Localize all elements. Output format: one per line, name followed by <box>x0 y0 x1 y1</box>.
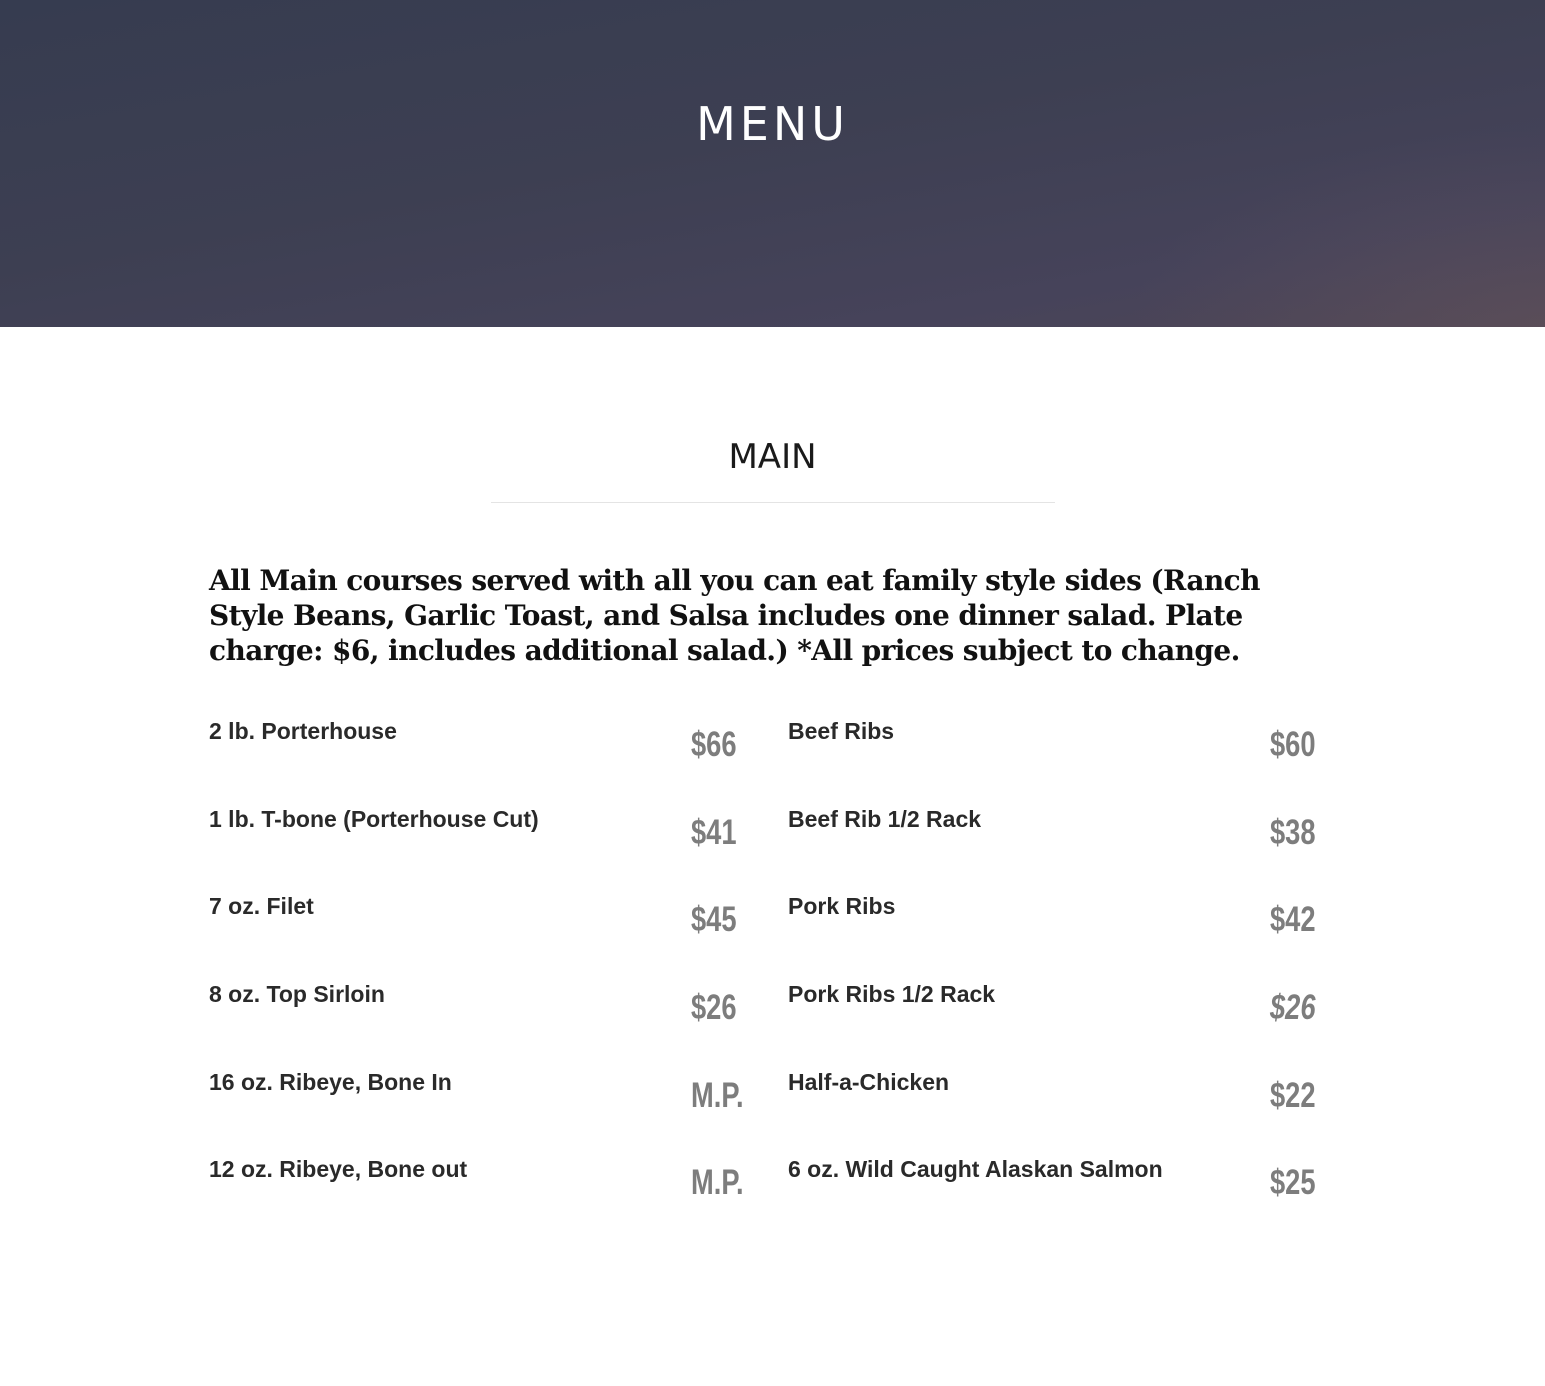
menu-item-name: Beef Ribs <box>788 718 895 744</box>
menu-item <box>788 979 1328 1039</box>
menu-item <box>788 891 1328 951</box>
menu-item-name: 2 lb. Porterhouse <box>209 718 397 744</box>
menu-item-name: 8 oz. Top Sirloin <box>209 981 385 1007</box>
menu-item <box>788 1154 1328 1214</box>
menu-item-price: $26 <box>691 988 737 1027</box>
menu-item-price: $66 <box>691 725 737 764</box>
menu-item-name: 16 oz. Ribeye, Bone In <box>209 1069 452 1095</box>
menu-item <box>788 1067 1328 1127</box>
menu-item-name: 1 lb. T-bone (Porterhouse Cut) <box>209 806 539 832</box>
menu-item-price: $42 <box>1270 900 1316 939</box>
menu-item-name: 6 oz. Wild Caught Alaskan Salmon <box>788 1156 1163 1182</box>
menu-item-name: Pork Ribs <box>788 893 896 919</box>
menu-item-price: M.P. <box>691 1163 744 1202</box>
menu-item-price: $38 <box>1270 813 1316 852</box>
menu-item-name: Half-a-Chicken <box>788 1069 950 1095</box>
menu-item <box>209 716 749 776</box>
menu-item-price: $41 <box>691 813 737 852</box>
menu-item-price: $60 <box>1270 725 1316 764</box>
menu-item-name: 7 oz. Filet <box>209 893 314 919</box>
menu-item <box>209 1154 749 1214</box>
menu-item-price: $25 <box>1270 1163 1316 1202</box>
menu-item-name: Beef Rib 1/2 Rack <box>788 806 982 832</box>
menu-item <box>209 1067 749 1127</box>
menu-item <box>788 804 1328 864</box>
menu-item <box>209 804 749 864</box>
hero-banner <box>0 0 1545 327</box>
section-title: MAIN <box>728 437 817 477</box>
menu-item <box>209 979 749 1039</box>
menu-item-name: 12 oz. Ribeye, Bone out <box>209 1156 468 1182</box>
menu-item <box>209 891 749 951</box>
page-title: MENU <box>696 97 849 151</box>
section-divider <box>491 502 1055 503</box>
menu-item <box>788 716 1328 776</box>
menu-item-price: $22 <box>1270 1076 1316 1115</box>
menu-item-name: Pork Ribs 1/2 Rack <box>788 981 996 1007</box>
section-intro: All Main courses served with all you can eat family style sides (Ranch Style Beans, Garlic Toast, and Salsa includes one dinner salad. Plate charge: $6, includes additional salad.) *All prices subject to change. <box>209 564 1260 667</box>
menu-item-price: $45 <box>691 900 737 939</box>
menu-item-price: M.P. <box>691 1076 744 1115</box>
menu-item-price: $26 <box>1270 988 1316 1027</box>
